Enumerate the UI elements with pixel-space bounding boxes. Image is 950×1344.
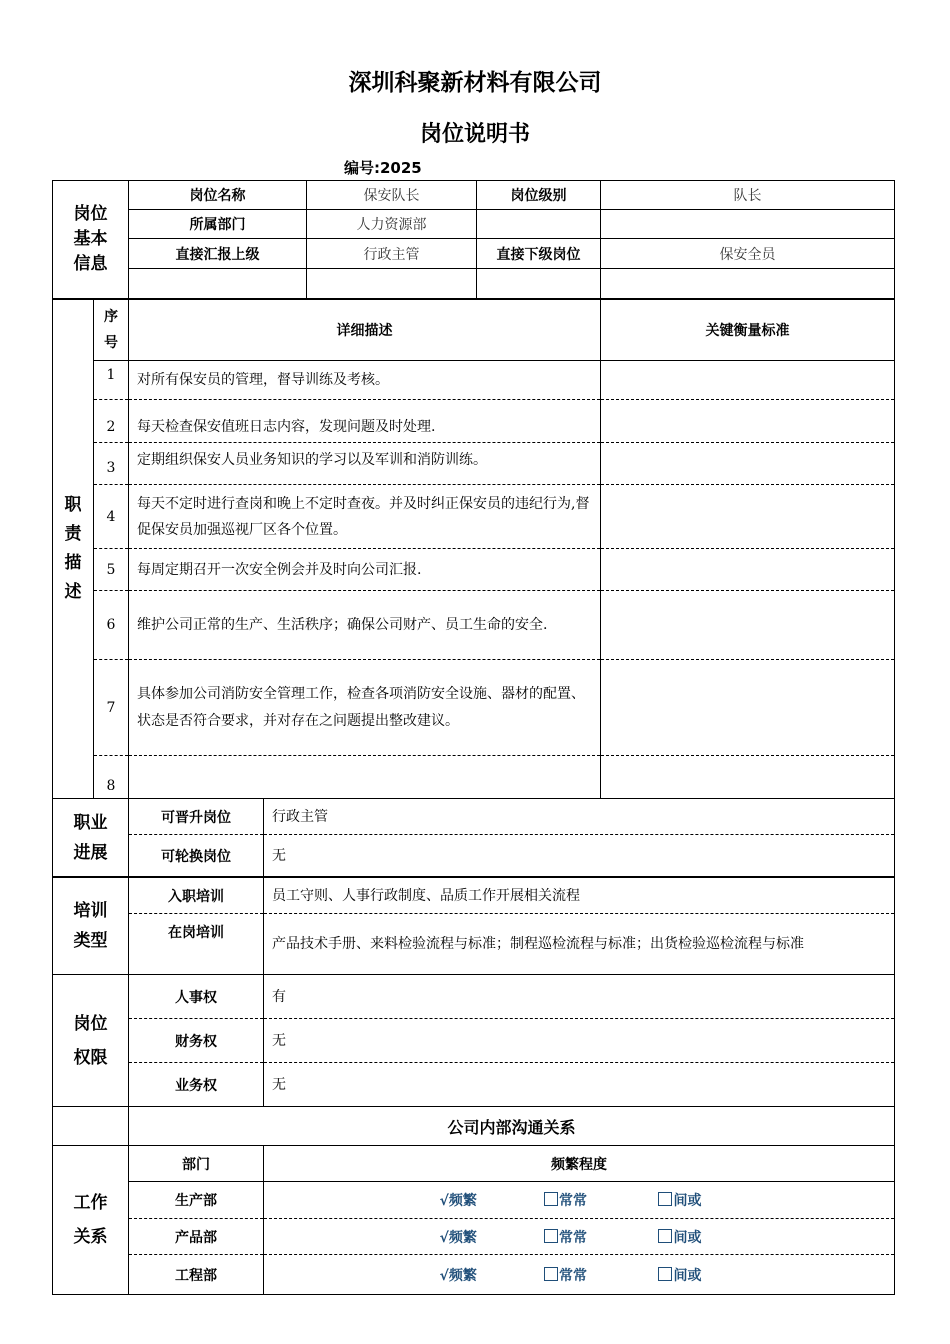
label-promotion: 可晋升岗位 — [129, 799, 264, 835]
authority-table — [52, 974, 895, 1107]
label-rotation: 可轮换岗位 — [129, 835, 264, 877]
checkbox-icon[interactable] — [658, 1229, 672, 1243]
label-finance-authority: 财务权 — [129, 1019, 264, 1063]
col-header-dept: 部门 — [129, 1146, 264, 1182]
blank-cell — [601, 269, 895, 299]
label-superior: 直接汇报上级 — [129, 239, 307, 269]
duty-standard — [601, 485, 895, 549]
value-empty — [601, 210, 895, 239]
value-onjob-training: 产品技术手册、来料检验流程与标准；制程巡检流程与标准；出货检验巡检流程与标准 — [264, 914, 895, 975]
col-header-standard: 关键衡量标准 — [601, 300, 895, 361]
label-position-level: 岗位级别 — [477, 181, 601, 210]
option-frequent: 频繁 — [448, 1229, 477, 1246]
option-often: 常常 — [559, 1193, 587, 1209]
duty-no: 7 — [94, 660, 129, 756]
duty-standard — [601, 443, 895, 485]
label-department: 所属部门 — [129, 210, 307, 239]
relation-dept: 产品部 — [129, 1219, 264, 1255]
duty-desc — [129, 756, 601, 799]
checkbox-icon[interactable] — [658, 1192, 672, 1206]
option-frequent: 频繁 — [448, 1193, 477, 1209]
relation-row — [53, 1182, 895, 1219]
label-hr-authority: 人事权 — [129, 975, 264, 1019]
duty-desc: 每周定期召开一次安全例会并及时向公司汇报. — [129, 549, 601, 591]
blank-cell — [53, 1107, 129, 1146]
checkbox-icon[interactable] — [544, 1267, 558, 1281]
relation-frequency — [264, 1182, 895, 1219]
duty-no: 5 — [94, 549, 129, 591]
section-career: 职业 进展 — [53, 799, 129, 877]
relations-table — [52, 1106, 895, 1295]
section-relations: 工作 关系 — [53, 1146, 129, 1295]
option-frequent: 频繁 — [448, 1267, 477, 1284]
tick-mark: √ — [439, 1267, 449, 1284]
value-subordinate: 保安全员 — [601, 239, 895, 269]
duty-desc: 定期组织保安人员业务知识的学习以及军训和消防训练。 — [129, 443, 601, 485]
duty-no: 1 — [94, 361, 129, 400]
document-title: 岗位说明书 — [419, 122, 530, 147]
duty-standard — [601, 591, 895, 660]
label-business-authority: 业务权 — [129, 1063, 264, 1107]
duty-standard — [601, 660, 895, 756]
duty-standard — [601, 756, 895, 799]
company-name: 深圳科聚新材料有限公司 — [348, 70, 602, 96]
career-table — [52, 798, 895, 877]
duty-desc: 维护公司正常的生产、生活秩序；确保公司财产、员工生命的安全. — [129, 591, 601, 660]
label-subordinate: 直接下级岗位 — [477, 239, 601, 269]
label-onjob-training: 在岗培训 — [129, 914, 264, 975]
blank-cell — [129, 269, 307, 299]
section-training: 培训 类型 — [53, 878, 129, 975]
duty-no: 4 — [94, 485, 129, 549]
training-table — [52, 877, 895, 975]
relation-frequency — [264, 1255, 895, 1295]
option-occasional: 间或 — [673, 1229, 702, 1246]
col-header-no: 序 号 — [94, 300, 129, 361]
duty-desc: 每天不定时进行查岗和晚上不定时查夜。并及时纠正保安员的违纪行为,督促保安员加强巡视厂区各个位置。 — [129, 485, 601, 549]
duty-desc: 具体参加公司消防安全管理工作，检查各项消防安全设施、器材的配置、状态是否符合要求，并对存在之问题提出整改建议。 — [129, 660, 601, 756]
section-authority: 岗位 权限 — [53, 975, 129, 1107]
blank-cell — [477, 269, 601, 299]
value-position-level: 队长 — [601, 181, 895, 210]
value-onboarding-training: 员工守则、人事行政制度、品质工作开展相关流程 — [264, 878, 895, 914]
label-onboarding-training: 入职培训 — [129, 878, 264, 914]
value-hr-authority: 有 — [264, 975, 895, 1019]
value-business-authority: 无 — [264, 1063, 895, 1107]
duty-no: 3 — [94, 443, 129, 485]
col-header-frequency: 频繁程度 — [264, 1146, 895, 1182]
col-header-desc: 详细描述 — [129, 300, 601, 361]
option-often: 常常 — [559, 1229, 587, 1246]
blank-cell — [307, 269, 477, 299]
document-number: 编号:2025 — [344, 159, 422, 177]
duty-standard — [601, 400, 895, 443]
duty-no: 6 — [94, 591, 129, 660]
duty-no: 2 — [94, 400, 129, 443]
label-position-name: 岗位名称 — [129, 181, 307, 210]
duties-table — [52, 299, 895, 799]
tick-mark: √ — [439, 1193, 449, 1209]
duty-desc: 对所有保安员的管理，督导训练及考核。 — [129, 361, 601, 400]
relation-row — [53, 1255, 895, 1295]
relation-dept: 生产部 — [129, 1182, 264, 1219]
section-duties: 职 责 描 述 — [53, 300, 94, 799]
value-position-name: 保安队长 — [307, 181, 477, 210]
option-occasional: 间或 — [673, 1267, 702, 1284]
duty-desc: 每天检查保安值班日志内容，发现问题及时处理. — [129, 400, 601, 443]
duty-no: 8 — [94, 756, 129, 799]
tick-mark: √ — [439, 1229, 449, 1246]
option-occasional: 间或 — [673, 1193, 702, 1209]
duty-standard — [601, 549, 895, 591]
label-empty — [477, 210, 601, 239]
duty-standard — [601, 361, 895, 400]
checkbox-icon[interactable] — [544, 1229, 558, 1243]
value-promotion: 行政主管 — [264, 799, 895, 835]
value-superior: 行政主管 — [307, 239, 477, 269]
section-basic-info: 岗位 基本 信息 — [53, 181, 129, 299]
relation-dept: 工程部 — [129, 1255, 264, 1295]
option-often: 常常 — [559, 1267, 587, 1284]
checkbox-icon[interactable] — [658, 1267, 672, 1281]
relations-title: 公司内部沟通关系 — [129, 1107, 895, 1146]
value-finance-authority: 无 — [264, 1019, 895, 1063]
relation-row — [53, 1219, 895, 1255]
basic-info-table — [52, 180, 895, 299]
value-department: 人力资源部 — [307, 210, 477, 239]
relation-frequency — [264, 1219, 895, 1255]
value-rotation: 无 — [264, 835, 895, 877]
checkbox-icon[interactable] — [544, 1192, 558, 1206]
